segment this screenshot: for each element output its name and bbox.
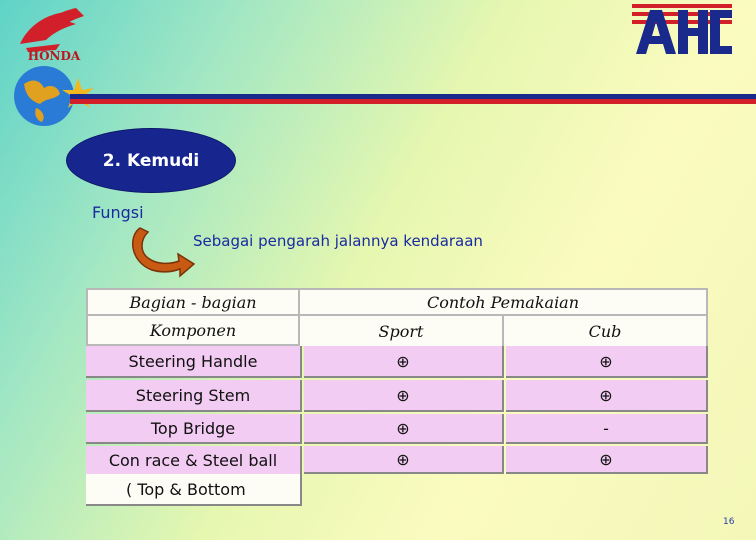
header-example: Contoh Pemakaian (300, 288, 708, 316)
row-sport: ⊕ (304, 446, 504, 474)
fungsi-description: Sebagai pengarah jalannya kendaraan (193, 232, 483, 250)
row-cub: ⊕ (506, 346, 708, 378)
honda-logo (6, 4, 102, 128)
title-badge (67, 129, 235, 192)
row-cub: ⊕ (506, 446, 708, 474)
table-note: ( Top & Bottom (86, 474, 302, 506)
page-title: 2. Kemudi (102, 150, 200, 171)
row-cub: ⊕ (506, 380, 708, 412)
header-cub: Cub (504, 316, 708, 346)
row-name: Steering Handle (86, 346, 302, 378)
row-name: Top Bridge (86, 414, 302, 444)
row-name: Con race & Steel ball (86, 446, 302, 474)
header-parts: Bagian - bagian (86, 288, 300, 316)
ahm-logo (632, 4, 732, 56)
header-stripe (70, 94, 756, 104)
honda-wordmark: HONDA (27, 49, 81, 63)
row-sport: ⊕ (304, 414, 504, 444)
fungsi-label: Fungsi (92, 203, 144, 222)
page-number: 16 (723, 517, 735, 527)
curved-arrow-icon (126, 222, 196, 280)
row-name: Steering Stem (86, 380, 302, 412)
header-sport: Sport (300, 316, 504, 346)
row-cub: - (506, 414, 708, 444)
row-sport: ⊕ (304, 346, 504, 378)
row-sport: ⊕ (304, 380, 504, 412)
header-component: Komponen (86, 316, 300, 346)
ahm-wordmark: AHM (682, 54, 685, 55)
